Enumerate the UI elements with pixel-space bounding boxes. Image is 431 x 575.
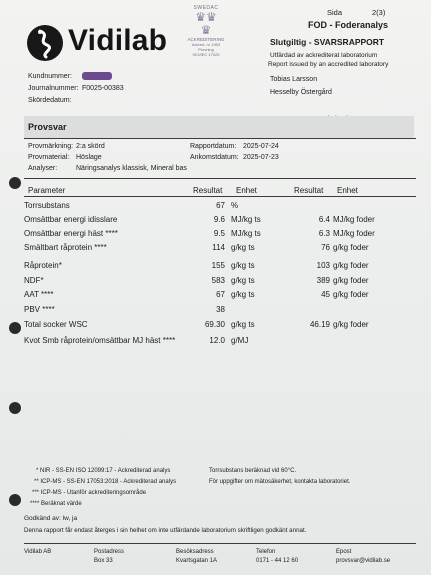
approved-by: Godkänd av: lw, ja (24, 515, 78, 522)
row-u2: g/kg foder (333, 243, 369, 252)
journal-value: F0025-00383 (82, 85, 124, 92)
provmaterial-label: Provmaterial: (28, 154, 70, 161)
row-param: Total socker WSC (24, 320, 88, 329)
provmarkning-label: Provmärkning: (28, 143, 74, 150)
skord-label: Skördedatum: (28, 97, 72, 104)
row-u1: g/kg ts (231, 290, 255, 299)
divider (24, 543, 416, 544)
col-header-parameter: Parameter (28, 186, 66, 195)
col-header-resultat-ts: Resultat (193, 186, 223, 195)
note-nir: * NIR - SS-EN ISO 12099:17 - Ackrediterad analys (36, 468, 171, 474)
row-r1: 9.5 (213, 229, 225, 238)
row-u2: g/kg foder (333, 320, 369, 329)
swedac-crowns-icon: ♛♛ ♛ (195, 10, 217, 37)
provmaterial-value: Höslage (76, 154, 102, 161)
page-label: Sida (327, 8, 343, 17)
note-icp-utanfor: *** ICP-MS - Utanför ackrediteringsområde (32, 490, 147, 496)
provmarkning-value: 2:a skörd (76, 143, 105, 150)
report-type: Slutgiltig - SVARSRAPPORT (270, 37, 385, 47)
row-param: PBV **** (24, 305, 55, 314)
analyser-label: Analyser: (28, 165, 58, 172)
row-param: Omsättbar energi häst **** (24, 229, 118, 238)
analyser-value: Näringsanalys klassisk, Mineral bas (76, 165, 187, 172)
divider (24, 178, 416, 179)
binder-hole (9, 322, 21, 334)
row-r1: 12.0 (209, 336, 225, 345)
kundnummer-redacted (82, 72, 112, 80)
brand-name: Vidilab (68, 24, 168, 57)
row-u1: MJ/kg ts (231, 215, 261, 224)
row-u1: g/kg ts (231, 320, 255, 329)
note-beraknat: **** Beräknat värde (30, 501, 82, 507)
issued-by-sv: Utfärdad av ackrediterat laboratorium (270, 52, 378, 59)
swedac-top: SWEDAC (193, 5, 219, 11)
row-u1: MJ/kg ts (231, 229, 261, 238)
row-r1: 155 (211, 261, 225, 270)
row-u1: g/kg ts (231, 261, 255, 270)
footer-epost-label: Epost (336, 549, 352, 555)
divider (24, 196, 416, 197)
row-r1: 69.30 (204, 320, 225, 329)
col-header-enhet-foder: Enhet (337, 186, 358, 195)
row-u2: g/kg foder (333, 261, 369, 270)
footer-company: Vidilab AB (24, 549, 52, 555)
disclaimer: Denna rapport får endast återges i sin helhet om inte utfärdande laboratorium skriftligen godkänt annat. (24, 527, 307, 534)
swedac-iso: ISO/IEC 17025 (192, 52, 220, 57)
row-u2: MJ/kg foder (333, 215, 375, 224)
footer-epost-value: provsvar@vidilab.se (336, 558, 391, 564)
customer-name: Tobias Larsson (270, 76, 318, 83)
footer-postadress-value: Box 33 (94, 558, 113, 564)
row-u1: % (231, 201, 239, 210)
row-u2: g/kg foder (333, 290, 369, 299)
kundnummer-label: Kundnummer: (28, 73, 72, 80)
ankomstdatum-value: 2025-07-23 (243, 154, 279, 161)
row-r1: 114 (212, 243, 225, 252)
remark-matosakerhet: För uppgifter om mätosäkerhet, kontakta laboratoriet. (209, 479, 351, 485)
binder-hole (9, 494, 21, 506)
footer-tel-value: 0171 - 44 12 60 (256, 558, 299, 564)
row-r2: 46.19 (309, 320, 330, 329)
row-r2: 76 (321, 243, 330, 252)
footer-besok-value: Kvartsgatan 1A (176, 558, 218, 564)
page-number: 2(3) (372, 8, 386, 17)
swedac-nr: Ackred. nr 1953 (191, 42, 221, 47)
row-r1: 67 (216, 290, 225, 299)
row-r1: 9.6 (213, 215, 225, 224)
vidilab-logo-icon (27, 25, 63, 61)
row-param: Råprotein* (24, 261, 62, 270)
row-param: Smältbart råprotein **** (24, 243, 107, 252)
row-r2: 6.3 (318, 229, 330, 238)
rapportdatum-value: 2025-07-24 (243, 143, 279, 150)
binder-hole (9, 402, 21, 414)
swedac-seal (183, 6, 229, 66)
footer-postadress-label: Postadress (94, 549, 125, 555)
row-u2: g/kg foder (333, 276, 369, 285)
col-header-resultat-foder: Resultat (294, 186, 324, 195)
row-u1: g/MJ (231, 336, 249, 345)
row-param: NDF* (24, 276, 44, 285)
row-param: Kvot Smb råprotein/omsättbar MJ häst **** (24, 336, 176, 345)
row-r2: 389 (316, 276, 330, 285)
swedac-side: ACKREDITERING (187, 37, 225, 42)
footer-besok-label: Besöksadress (176, 549, 214, 555)
row-r1: 67 (216, 201, 225, 210)
binder-hole (9, 177, 21, 189)
divider (24, 138, 416, 139)
ankomstdatum-label: Ankomstdatum: (190, 154, 239, 161)
issued-by-en: Report issued by an accredited laboratory (268, 61, 389, 68)
section-title: Provsvar (28, 122, 67, 132)
journal-label: Journalnummer: (28, 85, 79, 92)
row-r2: 103 (316, 261, 330, 270)
footer-tel-label: Telefon (256, 549, 276, 555)
row-r2: 6.4 (318, 215, 330, 224)
row-u1: g/kg ts (231, 276, 255, 285)
row-u2: MJ/kg foder (333, 229, 375, 238)
customer-address: Hesselby Östergård (270, 89, 332, 96)
row-r2: 45 (321, 290, 330, 299)
swedac-provning: Provning (198, 47, 214, 52)
row-u1: g/kg ts (231, 243, 255, 252)
row-param: AAT **** (24, 290, 54, 299)
row-r1: 38 (216, 305, 225, 314)
row-param: Torrsubstans (24, 201, 70, 210)
remark-torrsubstans: Torrsubstans beräknad vid 60°C. (209, 468, 297, 474)
col-header-enhet-ts: Enhet (236, 186, 257, 195)
section-band (24, 116, 414, 138)
row-param: Omsättbar energi idisslare (24, 215, 118, 224)
rapportdatum-label: Rapportdatum: (190, 143, 237, 150)
report-series: FOD - Foderanalys (308, 20, 389, 30)
note-icp-ack: ** ICP-MS - SS-EN 17053:2018 - Ackrediterad analys (34, 479, 177, 485)
row-r1: 583 (211, 276, 225, 285)
